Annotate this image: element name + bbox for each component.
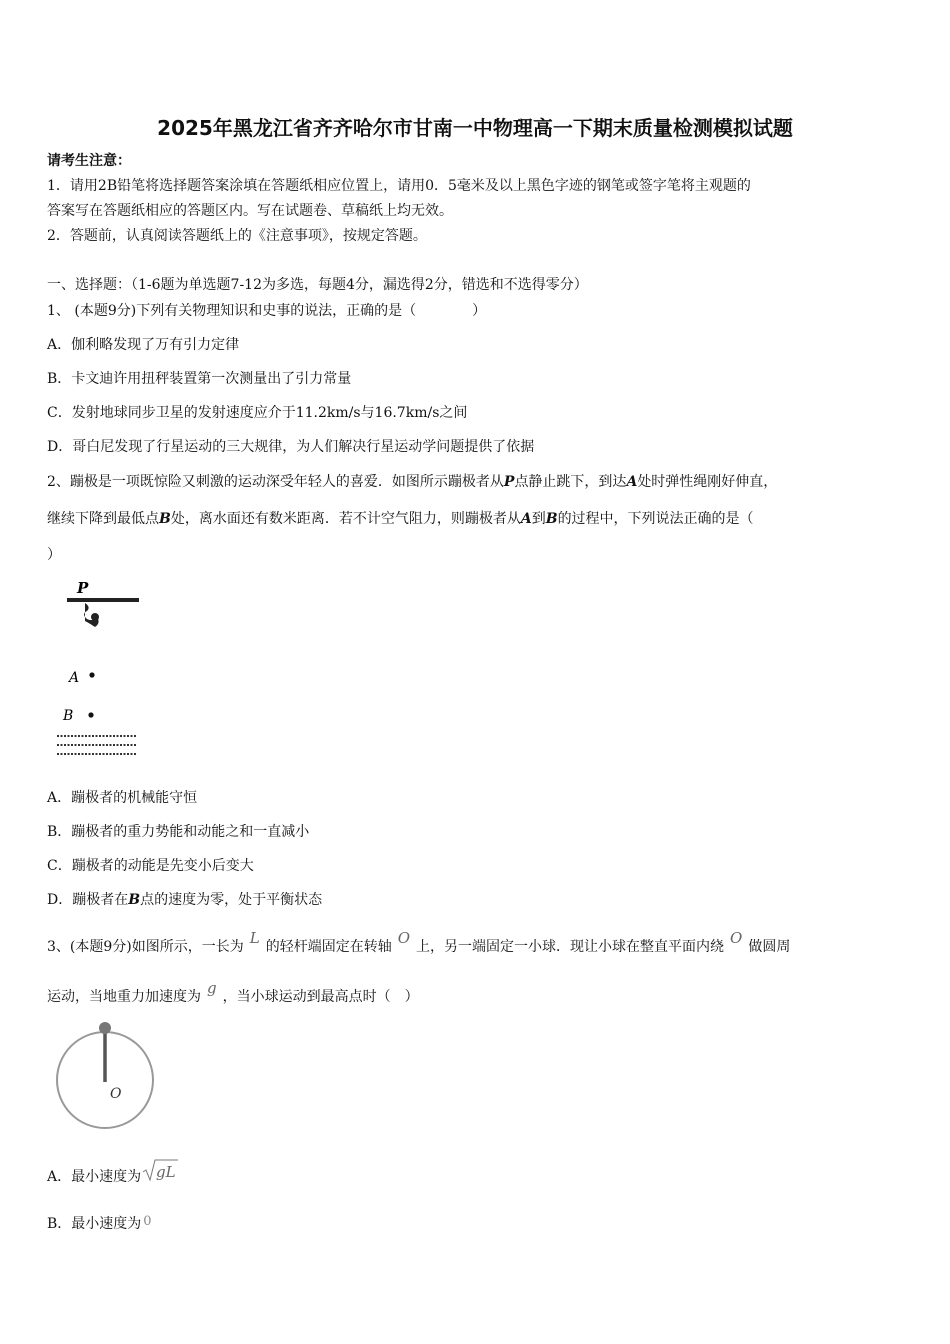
section-heading: 一、选择题：（1-6题为单选题7-12为多选，每题4分，漏选得2分，错选和不选得零分） <box>47 277 588 293</box>
q1-option-d: D．哥白尼发现了行星运动的三大规律，为人们解决行星运动学问题提供了依据 <box>47 439 535 455</box>
q2-stem-line-1: 2、蹦极是一项既惊险又刺激的运动深受年轻人的喜爱．如图所示蹦极者从P点静止跳下，到达A处时弹性绳刚好伸直， <box>47 474 778 490</box>
sqrt-content: gL <box>156 1163 176 1181</box>
point-a <box>89 672 94 677</box>
math-zero: 0 <box>143 1214 152 1229</box>
small-ball <box>99 1022 111 1034</box>
q2-stem-line-2: 继续下降到最低点B处，离水面还有数米距离．若不计空气阻力，则蹦极者从A到B的过程中，下列说法正确的是（ <box>47 511 754 527</box>
label-b: B <box>63 708 74 724</box>
var-p: P <box>503 474 515 490</box>
q2-option-a: A．蹦极者的机械能守恒 <box>47 790 198 806</box>
page-title: 2025年黑龙江省齐齐哈尔市甘南一中物理高一下期末质量检测模拟试题 <box>157 116 793 140</box>
var-b: B <box>159 511 171 527</box>
notice-line-3: 2．答题前，认真阅读答题纸上的《注意事项》，按规定答题。 <box>47 228 427 244</box>
q1-option-b: B．卡文迪许用扭秤装置第一次测量出了引力常量 <box>47 371 352 387</box>
math-l: L <box>249 929 260 947</box>
notice-heading: 请考生注意： <box>47 153 131 169</box>
math-g: g <box>207 979 217 997</box>
label-a: A <box>69 670 80 686</box>
sqrt-symbol <box>141 1158 179 1184</box>
q3-option-a: A．最小速度为 gL <box>47 1168 179 1186</box>
q3-stem-line-1: 3、(本题9分)如图所示，一长为 L 的轻杆端固定在转轴 O 上，另一端固定一小球．现让小球在整直平面内绕 O 做圆周 <box>47 929 791 955</box>
q2-option-d: D．蹦极者在B点的速度为零，处于平衡状态 <box>47 892 323 908</box>
q2-stem-line-3: ） <box>47 547 61 563</box>
q3-option-b: B．最小速度为 0 <box>47 1214 152 1232</box>
q3-stem-line-2: 运动，当地重力加速度为 g ，当小球运动到最高点时（ ） <box>47 979 419 1005</box>
circle-diagram <box>52 1020 162 1135</box>
q2-option-c: C．蹦极者的动能是先变小后变大 <box>47 858 254 874</box>
notice-line-2: 答案写在答题纸相应的答题区内。写在试题卷、草稿纸上均无效。 <box>47 203 453 219</box>
math-o: O <box>397 929 411 947</box>
label-o: O <box>110 1086 122 1102</box>
var-a: A <box>626 474 638 490</box>
jumper-head <box>91 613 99 621</box>
q1-option-c: C．发射地球同步卫星的发射速度应介于11.2km/s与16.7km/s之间 <box>47 405 468 421</box>
q1-option-a: A．伽利略发现了万有引力定律 <box>47 337 240 353</box>
label-p: P <box>77 579 89 597</box>
bungee-diagram <box>55 575 150 765</box>
point-b <box>88 712 93 717</box>
q2-option-b: B．蹦极者的重力势能和动能之和一直减小 <box>47 824 310 840</box>
notice-line-1: 1．请用2B铅笔将选择题答案涂填在答题纸相应位置上，请用0．5毫米及以上黑色字迹的钢笔或签字笔将主观题的 <box>47 178 751 194</box>
q1-stem: 1、 (本题9分)下列有关物理知识和史事的说法，正确的是（ ） <box>47 303 487 319</box>
platform <box>67 598 139 602</box>
